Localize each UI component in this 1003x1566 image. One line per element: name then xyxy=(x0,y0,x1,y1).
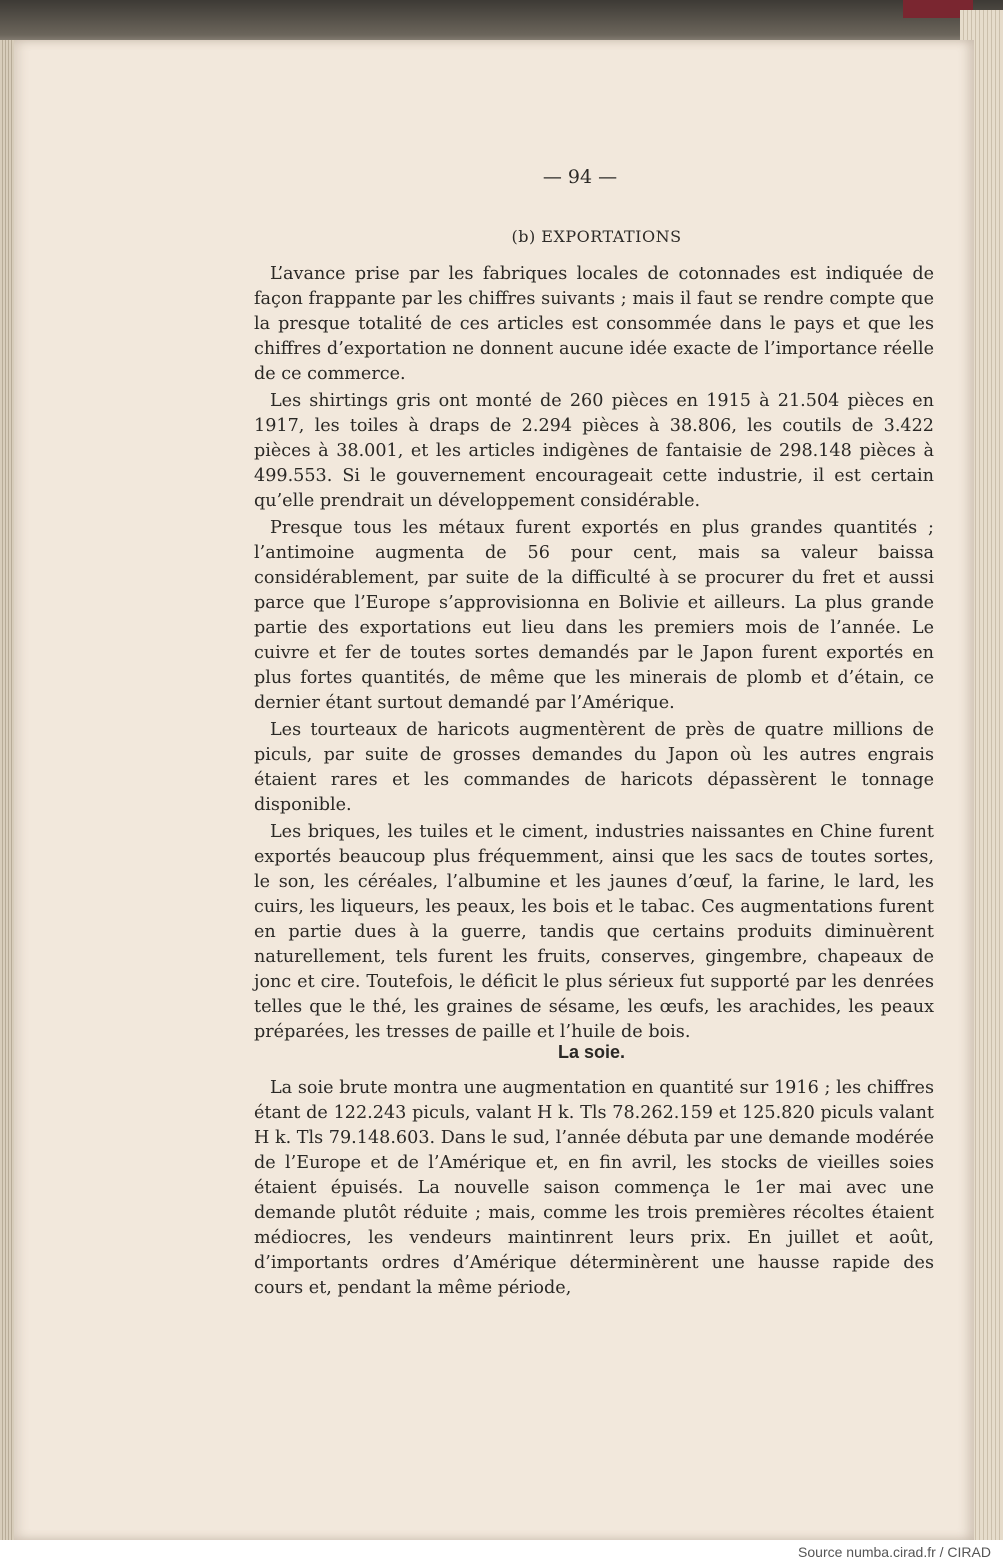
paragraph: Les shirtings gris ont monté de 260 pièces en 1915 à 21.504 pièces en 1917, les toiles à draps de 2.294 pièces à 38.806, les coutils de 3.422 pièces à 38.001, et les articles indigènes de fantaisie de 298.148 pièces à 499.553. Si le gouvernement encourageait cette industrie, il est certain qu’elle prendrait un développement considérable. xyxy=(254,391,934,511)
exportations-text xyxy=(254,262,934,1045)
paragraph: L’avance prise par les fabriques locales de cotonnades est indiquée de façon frappante par les chiffres suivants ; mais il faut se rendre compte que la presque totalité de ces articles est consommée dans le pays et que les chiffres d’exportation ne donnent aucune idée exacte de l’importance réelle de ce commerce. xyxy=(254,264,934,384)
paragraph: Presque tous les métaux furent exportés en plus grandes quantités ; l’antimoine augmenta de 56 pour cent, mais sa valeur baissa considérablement, par suite de la difficulté à se procurer du fret et aussi parce que l’Europe s’approvisionna en Bolivie et ailleurs. La plus grande partie des exportations eut lieu dans les premiers mois de l’année. Le cuivre et fer de toutes sortes demandés par le Japon furent exportés en plus fortes quantités, de même que les minerais de plomb et d’étain, ce dernier étant surtout demandé par l’Amérique. xyxy=(254,518,934,713)
page-number: — 94 — xyxy=(542,166,618,188)
section-heading: (b) EXPORTATIONS xyxy=(511,227,682,246)
subheading-silk: La soie. xyxy=(557,1042,626,1062)
paragraph: Les briques, les tuiles et le ciment, industries naissantes en Chine furent exportés beaucoup plus fréquemment, ainsi que les sacs de toutes sortes, le son, les céréales, l’albumine et les jaunes d’œuf, la farine, le lard, les cuirs, les liqueurs, les peaux, les bois et le tabac. Ces augmentations furent en partie dues à la guerre, tandis que certains produits diminuèrent naturellement, tels furent les fruits, conserves, gingembre, chapeaux de jonc et cire. Toutefois, le déficit le plus sérieux fut supporté par les denrées telles que le thé, les graines de sésame, les œufs, les arachides, les peaux préparées, les tresses de paille et l’huile de bois. xyxy=(254,822,934,1042)
paragraph: La soie brute montra une augmentation en quantité sur 1916 ; les chiffres étant de 122.243 piculs, valant H k. Tls 78.262.159 et 125.820 piculs valant H k. Tls 79.148.603. Dans le sud, l’année débuta par une demande modérée de l’Europe et de l’Amérique et, en fin avril, les stocks de vieilles soies étaient épuisés. La nouvelle saison commença le 1er mai avec une demande plutôt réduite ; mais, comme les trois premières récoltes étaient médiocres, les vendeurs maintinrent leurs prix. En juillet et août, d’importants ordres d’Amérique déterminèrent une hausse rapide des cours et, pendant la même période, xyxy=(254,1078,934,1298)
source-credit[interactable]: Source numba.cirad.fr / CIRAD xyxy=(798,1544,991,1560)
silk-text xyxy=(254,1076,934,1301)
paragraph: Les tourteaux de haricots augmentèrent de près de quatre millions de piculs, par suite de grosses demandes du Japon où les autres engrais étaient rares et les commandes de haricots dépassèrent le tonnage disponible. xyxy=(254,720,934,815)
